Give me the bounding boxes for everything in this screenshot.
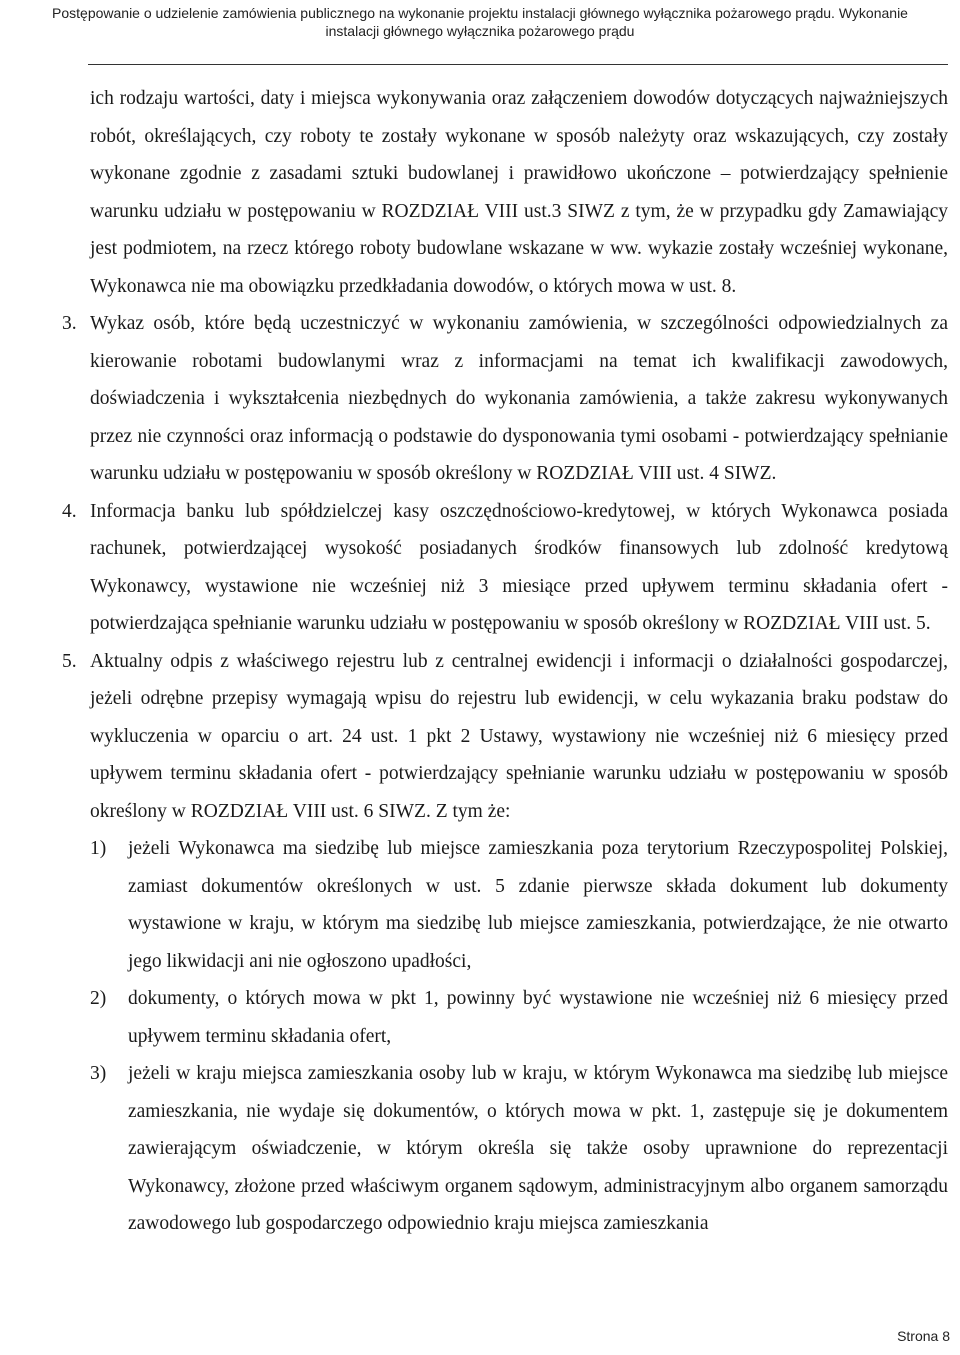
header-title-line1: Postępowanie o udzielenie zamówienia publicznego na wykonanie projektu instalacji głównego wyłącznika pożarowego prądu. Wykonanie [52, 5, 908, 21]
list-item-text: Wykaz osób, które będą uczestniczyć w wykonaniu zamówienia, w szczególności odpowiedzialnych za kierowanie robotami budowlanymi wraz z informacjami na temat ich kwalifikacji zawodowych, doświadczenia i wykształcenia niezbędnych do wykonania zamówienia, a także zakresu wykonywanych przez nie czynności oraz informacją o podstawie do dysponowania tymi osobami - potwierdzający spełnianie warunku udziału w postępowaniu w sposób określony w ROZDZIAŁ VIII ust. 4 SIWZ. [90, 313, 948, 484]
list-item-number: 3. [62, 313, 77, 334]
sublist-item-number: 1) [90, 838, 107, 859]
list-item-3 [62, 305, 948, 493]
list-item-text: Informacja banku lub spółdzielczej kasy oszczędnościowo-kredytowej, w których Wykonawca posiada rachunek, potwierdzającej wysokość posiadanych środków finansowych lub zdolność kredytową Wykonawcy, wystawione nie wcześniej niż 3 miesiące przed upływem terminu składania ofert - potwierdzająca spełnianie warunku udziału w postępowaniu w sposób określony w ROZDZIAŁ VIII ust. 5. [90, 500, 948, 634]
sublist-item-number: 2) [90, 988, 107, 1009]
page-number: Strona 8 [897, 1328, 950, 1344]
list-item-4 [62, 493, 948, 643]
sublist-item-2 [90, 980, 948, 1055]
list-item-number: 4. [62, 500, 77, 522]
sublist-item-number: 3) [90, 1063, 107, 1084]
list-item-5 [62, 643, 948, 831]
sublist-item-text: dokumenty, o których mowa w pkt 1, powinny być wystawione nie wcześniej niż 6 miesięcy przed upływem terminu składania ofert, [128, 988, 948, 1047]
intro-paragraph: ich rodzaju wartości, daty i miejsca wykonywania oraz załączeniem dowodów dotyczących najważniejszych robót, określających, czy roboty te zostały wykonane w sposób należyty oraz wskazujących, czy zostały wykonane zgodnie z zasadami sztuki budowlanej i prawidłowo ukończone – potwierdzający spełnienie warunku udziału w postępowaniu w ROZDZIAŁ VIII ust.3 SIWZ z tym, że w przypadku gdy Zamawiający jest podmiotem, na rzecz którego roboty budowlane wskazane w ww. wykazie zostały wcześniej wykonane, Wykonawca nie ma obowiązku przedkładania dowodów, o których mowa w ust. 8. [90, 88, 948, 297]
list-item-number: 5. [62, 650, 77, 672]
header-divider [88, 64, 948, 65]
list-item-text: Aktualny odpis z właściwego rejestru lub z centralnej ewidencji i informacji o działalności gospodarczej, jeżeli odrębne przepisy wymagają wpisu do rejestru lub ewidencji, w celu wykazania braku podstaw do wykluczenia w oparciu o art. 24 ust. 1 pkt 2 Ustawy, wystawiony nie wcześniej niż 6 miesięcy przed upływem terminu składania ofert - potwierdzający spełnianie warunku udziału w postępowaniu w sposób określony w ROZDZIAŁ VIII ust. 6 SIWZ. Z tym że: [90, 650, 948, 822]
sublist-item-1 [90, 830, 948, 980]
sublist-item-text: jeżeli w kraju miejsca zamieszkania osoby lub w kraju, w którym Wykonawca ma siedzibę lub miejsce zamieszkania, nie wydaje się dokumentów, o których mowa w pkt. 1, zastępuje się je dokumentem zawierającym oświadczenie, w którym określa się także osoby uprawnione do reprezentacji Wykonawcy, złożone przed właściwym organem sądowym, administracyjnym albo organem samorządu zawodowego lub gospodarczego odpowiednio kraju miejsca zamieszkania [128, 1063, 948, 1234]
sublist-item-3 [90, 1055, 948, 1243]
sublist-item-text: jeżeli Wykonawca ma siedzibę lub miejsce zamieszkania poza terytorium Rzeczypospolitej Polskiej, zamiast dokumentów określonych w ust. 5 zdanie pierwsze składa dokument lub dokumenty wystawione w kraju, w którym ma siedzibę lub miejsce zamieszkania, potwierdzające, że nie otwarto jego likwidacji ani nie ogłoszono upadłości, [128, 838, 948, 972]
document-body [62, 80, 948, 1243]
page-header [40, 4, 920, 40]
header-title-line2: instalacji głównego wyłącznika pożarowego prądu [325, 23, 635, 39]
